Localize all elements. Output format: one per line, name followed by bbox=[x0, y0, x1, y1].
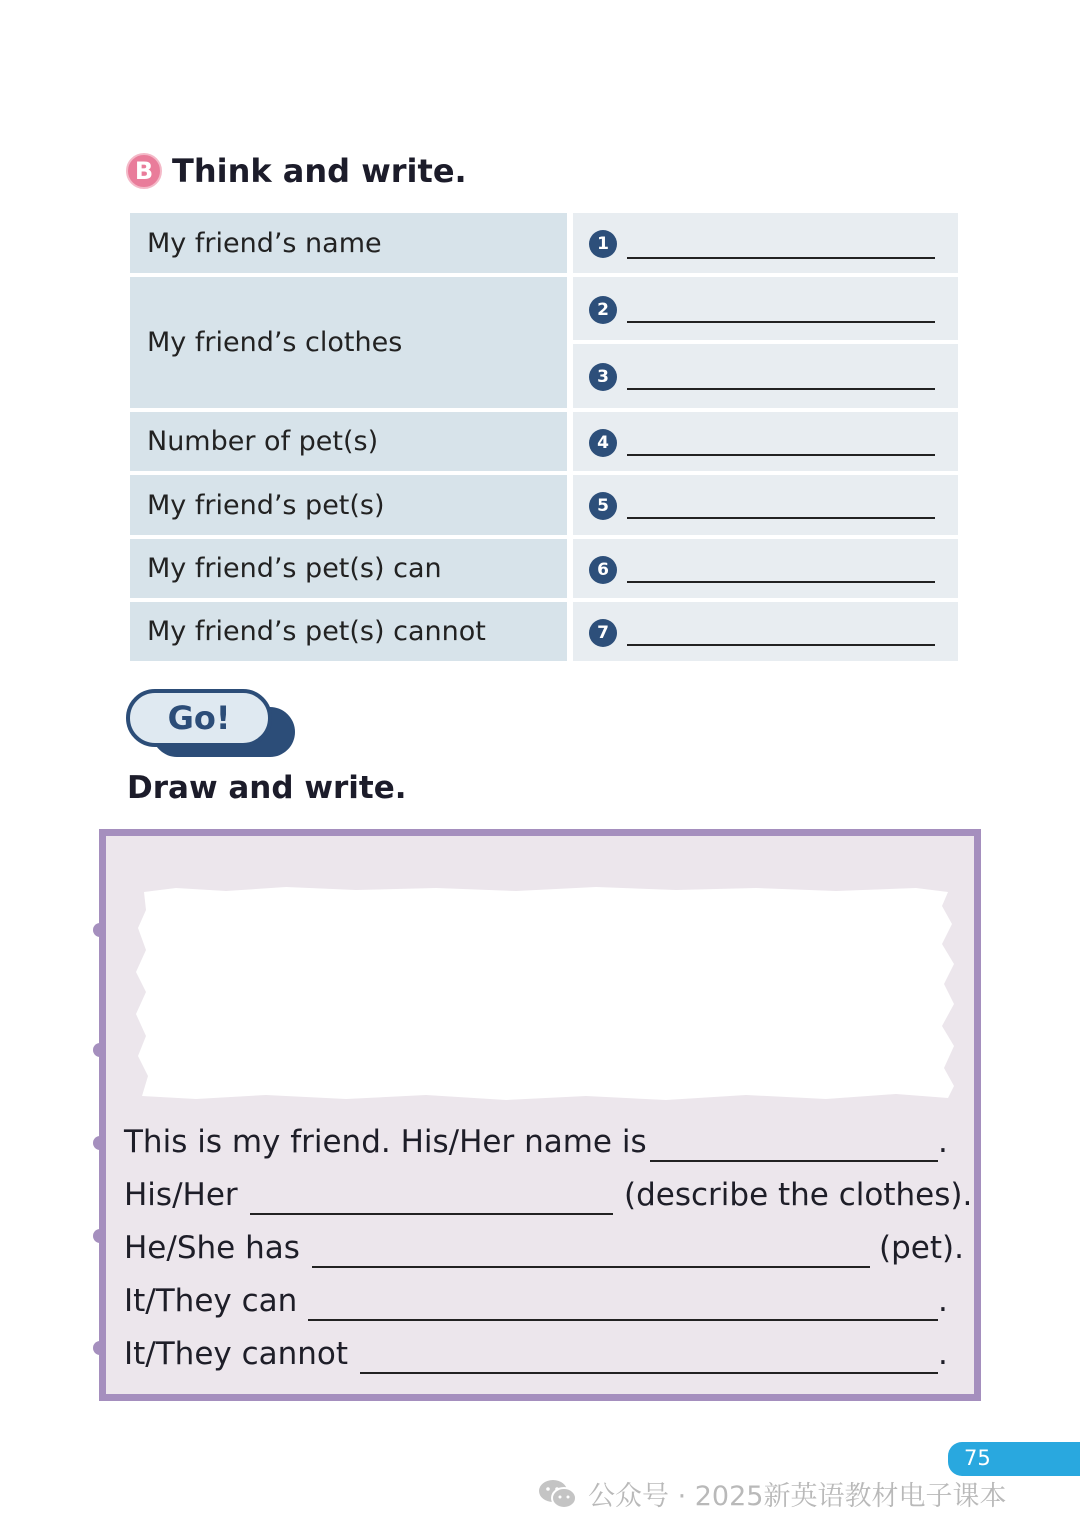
answer-cell[interactable] bbox=[573, 475, 958, 535]
sentence-1-prefix: This is my friend. His/Her name is bbox=[124, 1124, 647, 1160]
answer-cell[interactable] bbox=[573, 277, 958, 340]
item-number-6: 6 bbox=[589, 556, 617, 584]
pet-blank[interactable] bbox=[312, 1266, 870, 1268]
row-label: Number of pet(s) bbox=[130, 412, 567, 471]
watermark bbox=[538, 1474, 1006, 1513]
section-b-heading bbox=[126, 152, 467, 190]
row-label: My friend’s clothes bbox=[130, 277, 567, 408]
go-label: Go! bbox=[126, 689, 272, 747]
wechat-icon bbox=[538, 1478, 578, 1510]
answer-blank-7[interactable] bbox=[627, 644, 935, 646]
table-row bbox=[130, 539, 958, 598]
draw-and-write-title: Draw and write. bbox=[127, 770, 407, 806]
item-number-2: 2 bbox=[589, 296, 617, 324]
answer-blank-1[interactable] bbox=[627, 257, 935, 259]
table-row bbox=[130, 277, 958, 408]
sentence-3-suffix: (pet). bbox=[879, 1230, 964, 1266]
answer-blank-2[interactable] bbox=[627, 321, 935, 323]
answer-blank-5[interactable] bbox=[627, 517, 935, 519]
sentence-2-prefix: His/Her bbox=[124, 1177, 238, 1213]
sentence-2-suffix: (describe the clothes). bbox=[624, 1177, 973, 1213]
answer-cell[interactable] bbox=[573, 602, 958, 661]
can-blank[interactable] bbox=[308, 1319, 938, 1321]
sentence-4-prefix: It/They can bbox=[124, 1283, 298, 1319]
sentence-1-end: . bbox=[938, 1124, 948, 1160]
cannot-blank[interactable] bbox=[360, 1372, 938, 1374]
item-number-7: 7 bbox=[589, 619, 617, 647]
item-number-5: 5 bbox=[589, 492, 617, 520]
item-number-4: 4 bbox=[589, 429, 617, 457]
answer-cell[interactable] bbox=[573, 344, 958, 408]
item-number-1: 1 bbox=[589, 230, 617, 258]
table-row bbox=[130, 602, 958, 661]
sentence-4-end: . bbox=[938, 1283, 948, 1319]
answer-blank-4[interactable] bbox=[627, 454, 935, 456]
section-b-title: Think and write. bbox=[172, 152, 467, 190]
clothes-blank[interactable] bbox=[250, 1213, 613, 1215]
sentence-5-prefix: It/They cannot bbox=[124, 1336, 349, 1372]
watermark-text: 公众号 · 2025新英语教材电子课本 bbox=[588, 1481, 1007, 1512]
table-row bbox=[130, 412, 958, 471]
answer-cell[interactable] bbox=[573, 539, 958, 598]
answer-cell[interactable] bbox=[573, 412, 958, 471]
sentence-3-prefix: He/She has bbox=[124, 1230, 300, 1266]
answer-blank-6[interactable] bbox=[627, 581, 935, 583]
drawing-area[interactable] bbox=[136, 886, 956, 1102]
go-badge bbox=[126, 689, 296, 759]
row-label: My friend’s pet(s) bbox=[130, 475, 567, 535]
row-label: My friend’s pet(s) can bbox=[130, 539, 567, 598]
table-row bbox=[130, 213, 958, 273]
sentence-5-end: . bbox=[938, 1336, 948, 1372]
row-label: My friend’s pet(s) cannot bbox=[130, 602, 567, 661]
section-b-badge: B bbox=[126, 153, 162, 189]
page-number: 75 bbox=[964, 1446, 991, 1470]
answer-cell[interactable] bbox=[573, 213, 958, 273]
item-number-3: 3 bbox=[589, 363, 617, 391]
table-row bbox=[130, 475, 958, 535]
answer-blank-3[interactable] bbox=[627, 388, 935, 390]
row-label: My friend’s name bbox=[130, 213, 567, 273]
name-blank[interactable] bbox=[650, 1160, 938, 1162]
